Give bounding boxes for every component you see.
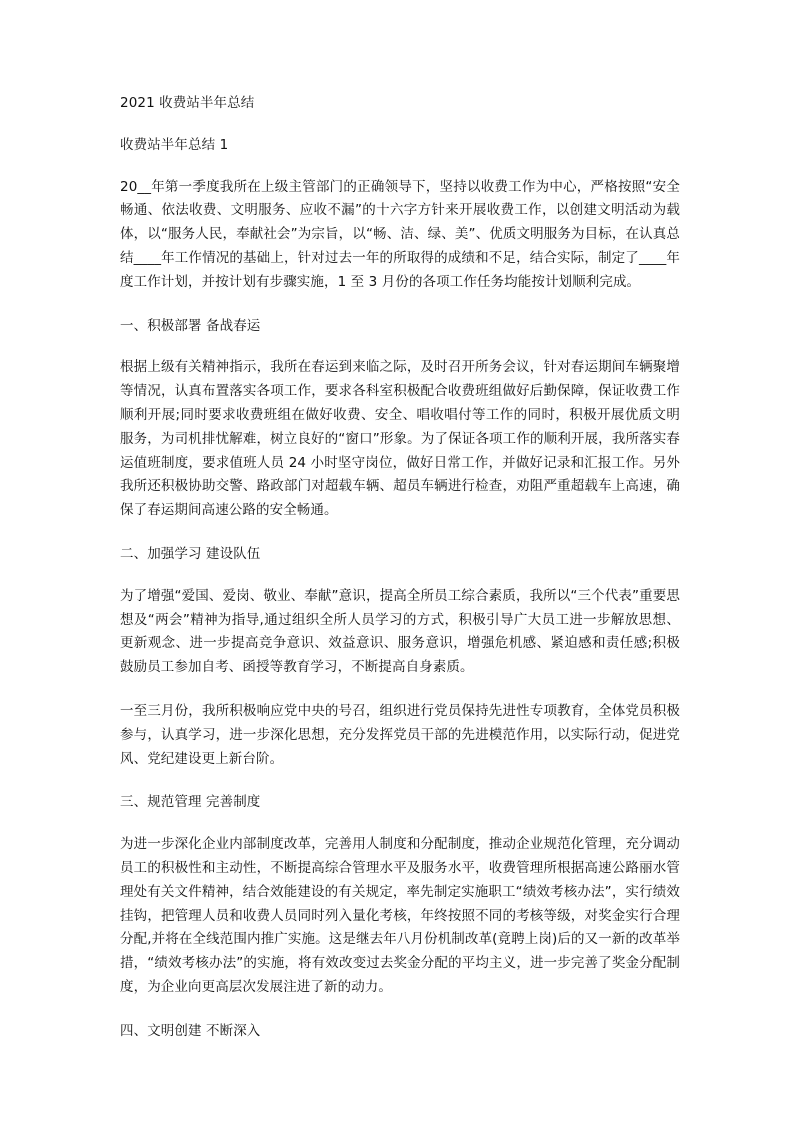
section-heading-4: 四、文明创建 不断深入 <box>120 1022 261 1039</box>
section-1-paragraph: 根据上级有关精神指示，我所在春运到来临之际，及时召开所务会议，针对春运期间车辆聚增等情况，认真布置落实各项工作，要求各科室积极配合收费班组做好后勤保障，保证收费工作顺利开展;同时要求收费班组在做好收费、安全、唱收唱付等工作的同时，积极开展优质文明服务，为司机排忧解难，树立良好的“窗口”形象。为了保证各项工作的顺利开展，我所落实春运值班制度，要求值班人员 24 小时坚守岗位，做好日常工作，并做好记录和汇报工作。另外我所还积极协助交警、路政部门对超载车辆、超员车辆进行检查，劝阻严重超载车上高速，确保了春运期间高速公路的安全畅通。 <box>120 359 680 519</box>
section-3-paragraph: 为进一步深化企业内部制度改革，完善用人制度和分配制度，推动企业规范化管理，充分调动员工的积极性和主动性，不断提高综合管理水平及服务水平，收费管理所根据高速公路丽水管理处有关文件精神，结合效能建设的有关规定，率先制定实施职工“绩效考核办法”，实行绩效挂钩，把管理人员和收费人员同时列入量化考核，年终按照不同的考核等级，对奖金实行合理分配,并将在全线范围内推广实施。这是继去年八月份机制改革(竟聘上岗)后的又一新的改革举措，“绩效考核办法”的实施，将有效改变过去奖金分配的平均主义，进一步完善了奖金分配制度，为企业向更高层次发展注进了新的动力。 <box>120 836 680 995</box>
section-heading-1: 一、积极部署 备战春运 <box>120 317 261 334</box>
intro-paragraph: 20__年第一季度我所在上级主管部门的正确领导下，坚持以收费工作为中心，严格按照“安全畅通、依法收费、文明服务、应收不漏”的十六字方针来开展收费工作，以创建文明活动为载体，以“服务人民，奉献社会”为宗旨，以“畅、洁、绿、美”、优质文明服务为目标，在认真总结____年工作情况的基础上，针对过去一年的所取得的成绩和不足，结合实际，制定了____年度工作计划，并按计划有步骤实施，1 至 3 月份的各项工作任务均能按计划顺利完成。 <box>120 178 680 290</box>
section-2-paragraph-1: 为了增强“爱国、爱岗、敬业、奉献”意识，提高全所员工综合素质，我所以“三个代表”重要思想及“两会”精神为指导,通过组织全所人员学习的方式，积极引导广大员工进一步解放思想、更新观念、进一步提高竞争意识、效益意识、服务意识，增强危机感、紧迫感和责任感;积极鼓励员工参加自考、函授等教育学习，不断提高自身素质。 <box>120 587 680 676</box>
document-body <box>120 92 680 1062</box>
section-heading-2: 二、加强学习 建设队伍 <box>120 545 261 562</box>
document-subtitle: 收费站半年总结 1 <box>120 136 229 153</box>
section-heading-3: 三、规范管理 完善制度 <box>120 794 261 811</box>
document-title: 2021 收费站半年总结 <box>120 95 255 111</box>
section-2-paragraph-2: 一至三月份，我所积极响应党中央的号召，组织进行党员保持先进性专项教育，全体党员积极参与，认真学习，进一步深化思想，充分发挥党员干部的先进模范作用，以实际行动，促进党风、党纪建设更上新台阶。 <box>120 702 680 767</box>
